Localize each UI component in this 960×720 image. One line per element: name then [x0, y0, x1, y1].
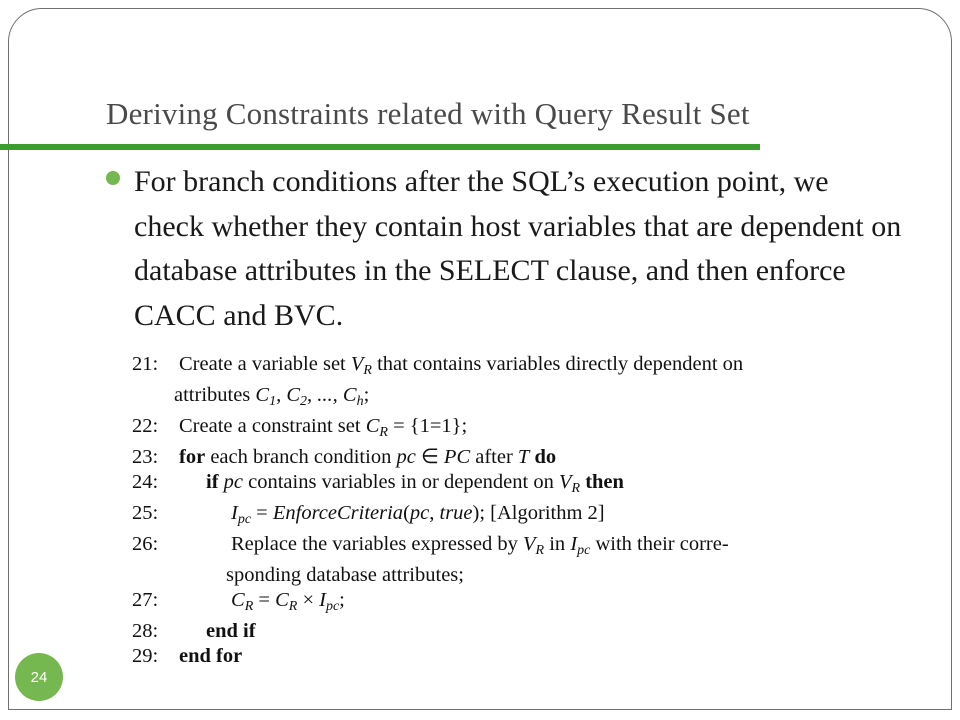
- line-text: end for: [179, 645, 243, 667]
- line-number: 21:: [132, 353, 159, 375]
- line-text: Create a variable set $V_R$ that contains variables directly dependent on: [179, 353, 744, 378]
- line-number: 22:: [132, 415, 159, 437]
- line-text: attributes $C_1$, $C_2$, ..., $C_h$;: [174, 384, 370, 409]
- line-text: for each branch condition pc ∈ PC after T do: [179, 446, 557, 468]
- algorithm-line-28: [132, 619, 743, 644]
- title-underline: [0, 144, 760, 150]
- line-text: Create a constraint set $C_R = \{1=1\}$;: [179, 415, 468, 440]
- algorithm-line-26-cont: [132, 563, 743, 588]
- line-number: 24:: [132, 471, 159, 493]
- algorithm-line-24: [132, 470, 743, 501]
- line-text: end if: [206, 620, 256, 642]
- algorithm-line-22: [132, 414, 743, 445]
- line-text: $C_R = C_R \times I_{pc}$;: [231, 589, 345, 614]
- algorithm-line-27: [132, 588, 743, 619]
- algorithm-line-25: [132, 501, 743, 532]
- algorithm-line-26: [132, 532, 743, 563]
- line-number: 23:: [132, 446, 159, 468]
- line-number: 29:: [132, 645, 159, 667]
- slide-title: Deriving Constraints related with Query Result Set: [106, 96, 750, 131]
- bullet-icon: [106, 171, 120, 185]
- line-number: 27:: [132, 589, 159, 611]
- line-number: 25:: [132, 502, 159, 524]
- algorithm-line-21: [132, 352, 743, 383]
- line-text: if pc contains variables in or dependent on $V_R$ then: [206, 471, 624, 496]
- line-number: 26:: [132, 533, 159, 555]
- algorithm-listing: [132, 352, 743, 669]
- algorithm-line-29: [132, 644, 743, 669]
- line-text: sponding database attributes;: [226, 564, 464, 586]
- line-text: Replace the variables expressed by $V_R$ in $I_{pc}$ with their corre-: [231, 533, 729, 558]
- page-number-badge: 24: [15, 653, 63, 701]
- algorithm-line-23: [132, 445, 743, 470]
- bullet-text: For branch conditions after the SQL’s execution point, we check whether they contain host variables that are dependent on database attributes in the SELECT clause, and then enforce CACC and BVC.: [134, 165, 902, 332]
- line-number: 28:: [132, 620, 159, 642]
- line-text: $I_{pc}$ = EnforceCriteria(pc, true); [Algorithm 2]: [231, 502, 605, 527]
- algorithm-line-21-cont: [132, 383, 743, 414]
